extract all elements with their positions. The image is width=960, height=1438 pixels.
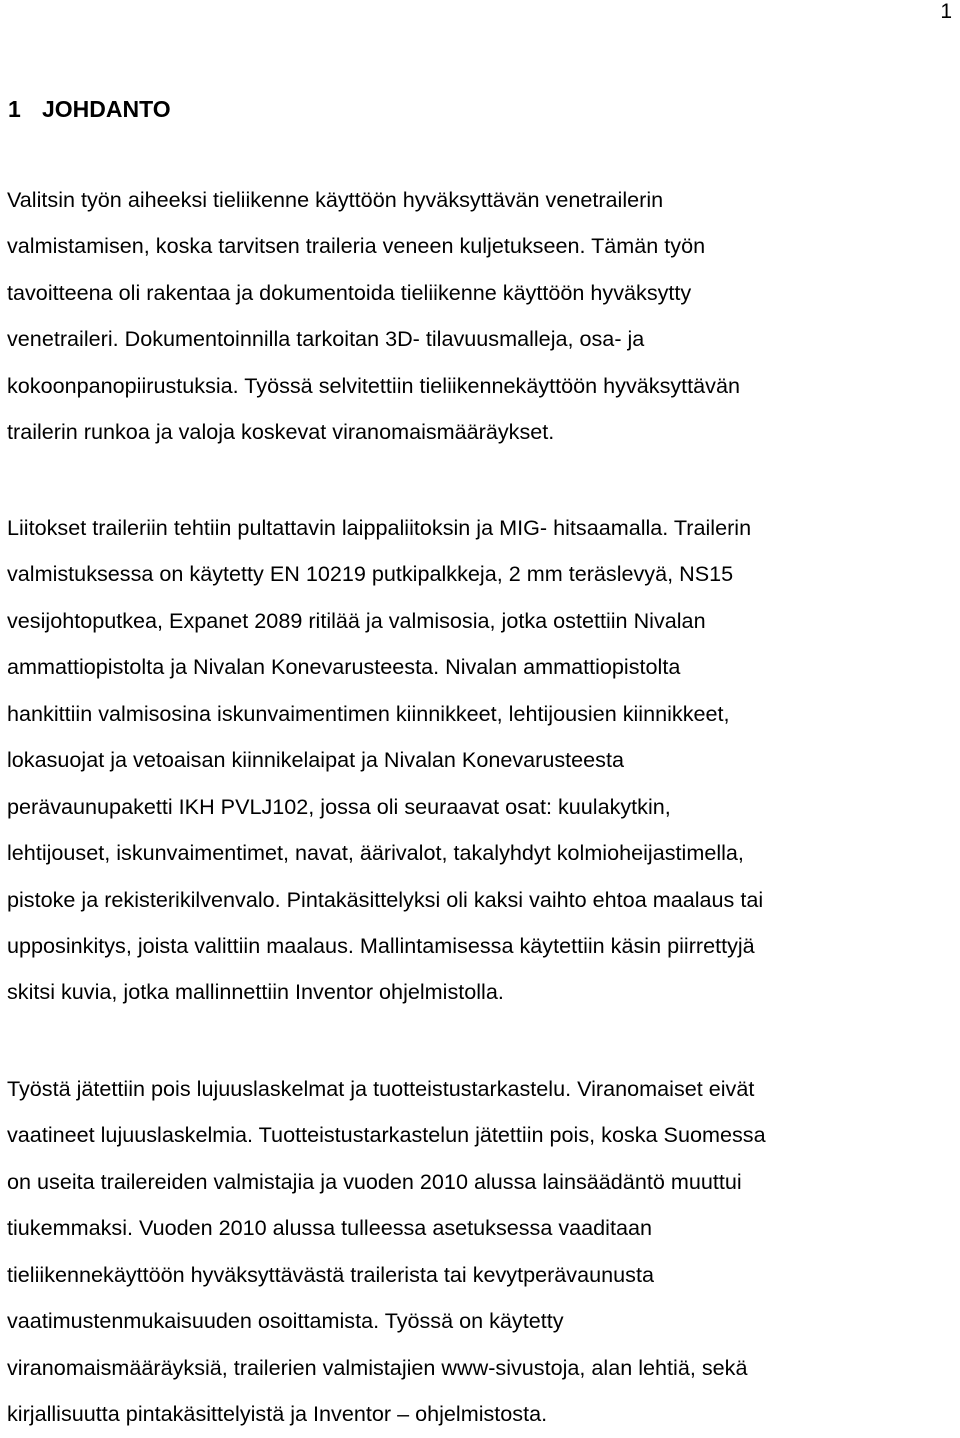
text-line: Työstä jätettiin pois lujuuslaskelmat ja tuotteistustarkastelu. Viranomaiset eivät [7, 1076, 755, 1101]
paragraph-intro [7, 177, 740, 456]
text-line: tavoitteena oli rakentaa ja dokumentoida tieliikenne käyttöön hyväksytty [7, 279, 692, 305]
text-line: viranomaismääräyksiä, trailerien valmistajien www-sivustoja, alan lehtiä, sekä [7, 1354, 748, 1380]
text-line: vaatineet lujuuslaskelmia. Tuotteistustarkastelun jätettiin pois, koska Suomessa [7, 1122, 766, 1148]
text-line: ammattiopistolta ja Nivalan Konevarusteesta. Nivalan ammattiopistolta [7, 654, 681, 680]
text-line: skitsi kuvia, jotka mallinnettiin Inventor ohjelmistolla. [7, 979, 504, 1005]
text-line: kokoonpanopiirustuksia. Työssä selvitettiin tieliikennekäyttöön hyväksyttävän [7, 372, 740, 398]
page-number: 1 [940, 0, 952, 23]
text-line: lehtijouset, iskunvaimentimet, navat, äärivalot, takalyhdyt kolmioheijastimella, [7, 840, 744, 866]
section-heading [8, 92, 171, 126]
text-line: perävaunupaketti IKH PVLJ102, jossa oli seuraavat osat: kuulakytkin, [7, 793, 671, 819]
text-line: vaatimustenmukaisuuden osoittamista. Työssä on käytetty [7, 1308, 564, 1334]
text-line: valmistuksessa on käytetty EN 10219 putkipalkkeja, 2 mm teräslevyä, NS15 [7, 561, 734, 587]
text-line: trailerin runkoa ja valoja koskevat viranomaismääräykset. [7, 419, 555, 445]
text-line: lokasuojat ja vetoaisan kiinnikelaipat ja Nivalan Konevarusteesta [7, 747, 624, 773]
text-line: pistoke ja rekisterikilvenvalo. Pintakäsittelyksi oli kaksi vaihto ehtoa maalaus tai [7, 886, 764, 912]
text-line: venetraileri. Dokumentoinnilla tarkoitan 3D- tilavuusmalleja, osa- ja [7, 326, 645, 352]
text-line: Liitokset traileriin tehtiin pultattavin laippaliitoksin ja MIG- hitsaamalla. Trailerin [7, 515, 752, 540]
text-line: hankittiin valmisosina iskunvaimentimen kiinnikkeet, lehtijousien kiinnikkeet, [7, 700, 730, 726]
text-line: on useita trailereiden valmistajia ja vuoden 2010 alussa lainsäädäntö muuttui [7, 1168, 742, 1194]
text-line: Valitsin työn aiheeksi tieliikenne käyttöön hyväksyttävän venetrailerin [7, 187, 664, 212]
text-line: kirjallisuutta pintakäsittelyistä ja Inventor – ohjelmistosta. [7, 1401, 548, 1427]
section-title: JOHDANTO [42, 96, 171, 122]
text-line: tiukemmaksi. Vuoden 2010 alussa tulleessa asetuksessa vaaditaan [7, 1215, 652, 1241]
text-line: upposinkitys, joista valittiin maalaus. Mallintamisessa käytettiin käsin piirrettyjä [7, 932, 755, 958]
section-number: 1 [8, 96, 21, 122]
paragraph-exclusions [7, 1066, 766, 1438]
paragraph-joints [7, 505, 763, 1016]
text-line: tieliikennekäyttöön hyväksyttävästä trailerista tai kevytperävaunusta [7, 1261, 654, 1287]
text-line: vesijohtoputkea, Expanet 2089 ritilää ja valmisosia, jotka ostettiin Nivalan [7, 607, 706, 633]
text-line: valmistamisen, koska tarvitsen traileria veneen kuljetukseen. Tämän työn [7, 233, 706, 259]
